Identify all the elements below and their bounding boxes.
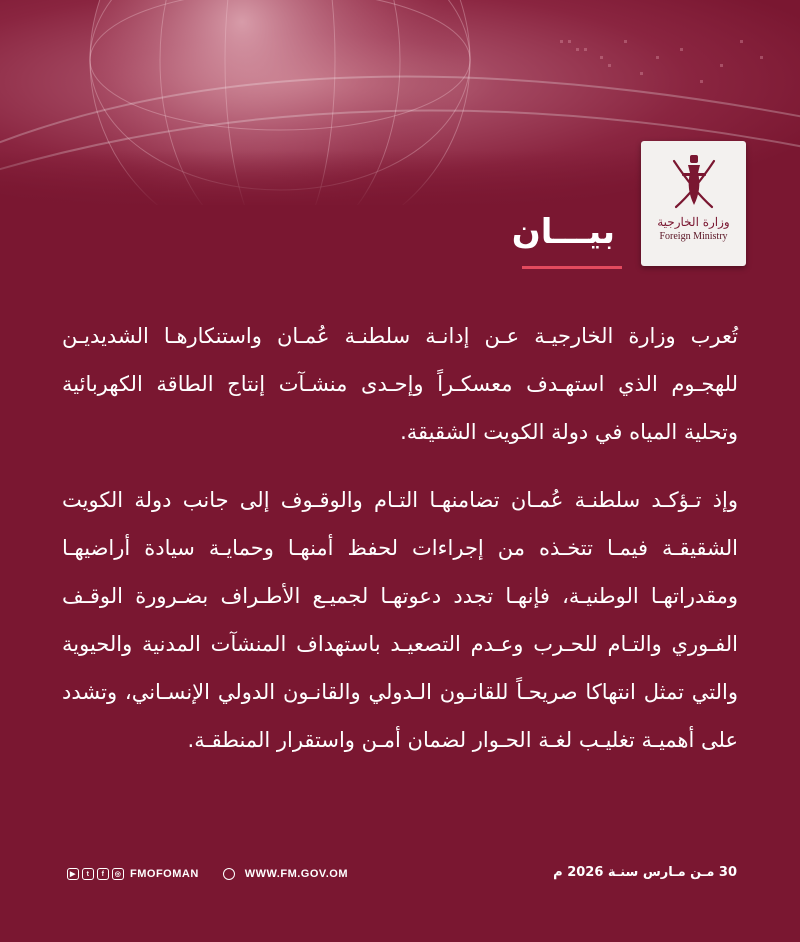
instagram-icon[interactable]: ◎ bbox=[112, 868, 124, 880]
footer-links bbox=[67, 868, 348, 880]
statement-paragraph-2: وإذ تـؤكـد سلطنـة عُمـان تضامنهـا التـام والوقـوف إلى جانب دولة الكويت الشقيقـة فيمـا تتخـذه من إجراءات لحفظ أمنهـا وحمايـة سيادة أراضيهـا ومقدراتهـا الوطنيـة، فإنهـا تجدد دعوتهـا لجميـع الأطـراف بضـرورة الوقـف الفـوري والتـام للحـرب وعـدم التصعيـد باستهداف المنشآت المدنية والحيوية والتي تمثل انتهاكا صريحـاً للقانـون الـدولي والقانـون الدولي الإنسـاني، وتشدد على أهميـة تغليـب لغـة الحـوار لضمان أمـن واستقرار المنطقـة. bbox=[62, 488, 738, 752]
khanjar-emblem-icon bbox=[664, 151, 724, 213]
ministry-logo bbox=[641, 141, 746, 266]
website-link[interactable]: WWW.FM.GOV.OM bbox=[244, 868, 349, 880]
facebook-icon[interactable]: f bbox=[97, 868, 109, 880]
statement-paragraph-1: تُعرب وزارة الخارجيـة عـن إدانـة سلطنـة عُمـان واستنكارهـا الشديديـن للهجـوم الذي استهـدف معسكـراً وإحـدى منشـآت إنتاج الطاقة الكهربائية وتحلية المياه في دولة الكويت الشقيقة. bbox=[62, 324, 738, 444]
logo-english-name: Foreign Ministry bbox=[659, 231, 728, 242]
social-handle[interactable]: FMOFOMAN bbox=[130, 868, 199, 880]
logo-arabic-name: وزارة الخارجية bbox=[657, 215, 730, 229]
youtube-icon[interactable]: ▶ bbox=[67, 868, 79, 880]
social-icons bbox=[67, 868, 124, 880]
twitter-icon[interactable]: t bbox=[82, 868, 94, 880]
page-title: بيـــان bbox=[511, 212, 615, 252]
title-underline bbox=[522, 266, 622, 269]
statement-body bbox=[62, 312, 738, 784]
statement-date: 30 مـن مـارس سنـة 2026 م bbox=[553, 865, 737, 880]
globe-icon bbox=[223, 868, 235, 880]
